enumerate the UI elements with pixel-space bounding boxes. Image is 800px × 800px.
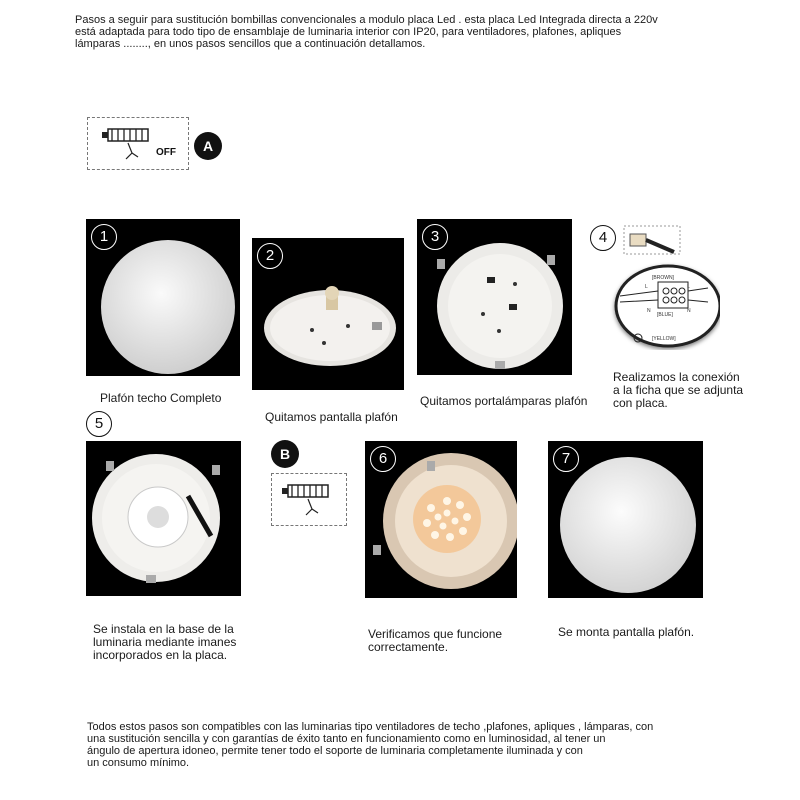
step-1-caption: Plafón techo Completo (100, 391, 222, 405)
step-5-caption: Se instala en la base de la luminaria mediante imanes incorporados en la placa. (93, 622, 237, 662)
wire-l-label: L (645, 284, 648, 290)
step-5-number: 5 (86, 411, 112, 437)
step-1-number: 1 (91, 224, 117, 250)
footer-text: Todos estos pasos son compatibles con las luminarias tipo ventiladores de techo ,plafones, apliques , lámparas, con una sustitución sencilla y con garantías de éxito tanto en funcionamiento como en luminosidad, al tener un ángulo de apertura idoneo, permite tener todo el soporte de luminaria completamente iluminada y con un consumo mínimo. (87, 721, 654, 769)
step-5-photo (86, 441, 241, 596)
step-2-number: 2 (257, 243, 283, 269)
led-tube-icon (98, 123, 158, 163)
wire-brown-label: [BROWN] (652, 275, 674, 281)
off-label: OFF (156, 147, 176, 158)
wire-n-label: N (647, 308, 651, 314)
step-6-caption: Verificamos que funcione correctamente. (368, 627, 503, 654)
step-2-photo (252, 238, 404, 390)
power-on-illustration (271, 473, 347, 526)
step-3-number: 3 (422, 224, 448, 250)
step-6-photo (365, 441, 517, 598)
step-3-photo (417, 219, 572, 375)
step-6-number: 6 (370, 446, 396, 472)
step-2-caption: Quitamos pantalla plafón (265, 410, 398, 424)
intro-text: Pasos a seguir para sustitución bombillas convencionales a modulo placa Led . esta placa Led Integrada directa a 220v está adaptada para todo tipo de ensamblaje de luminaria interior con IP20, para ventiladores, plafones, apliques lámparas ........, en unos pasos sencillos que a continuación detallamos. (75, 14, 658, 50)
wire-l-label-right: L (687, 284, 690, 290)
step-1-photo (86, 219, 240, 376)
step-badge-b: B (271, 440, 299, 468)
power-off-illustration (87, 117, 189, 170)
wire-yellow-label: [YELLOW] (652, 336, 676, 342)
step-badge-a: A (194, 132, 222, 160)
step-7-number: 7 (553, 446, 579, 472)
wire-blue-label: [BLUE] (657, 312, 673, 318)
hand-icon (126, 143, 138, 159)
step-7-caption: Se monta pantalla plafón. (558, 625, 695, 639)
step-4-number: 4 (590, 225, 616, 251)
connector-icon (622, 222, 682, 258)
hand-icon (306, 499, 318, 515)
step-7-photo (548, 441, 703, 598)
step-4-caption: Realizamos la conexión a la ficha que se adjunta con placa. (613, 370, 744, 410)
led-tube-icon (278, 479, 338, 519)
wire-n-label-right: N (687, 308, 691, 314)
led-plate-installed-image (86, 441, 241, 596)
step-3-caption: Quitamos portalámparas plafón (420, 394, 588, 408)
